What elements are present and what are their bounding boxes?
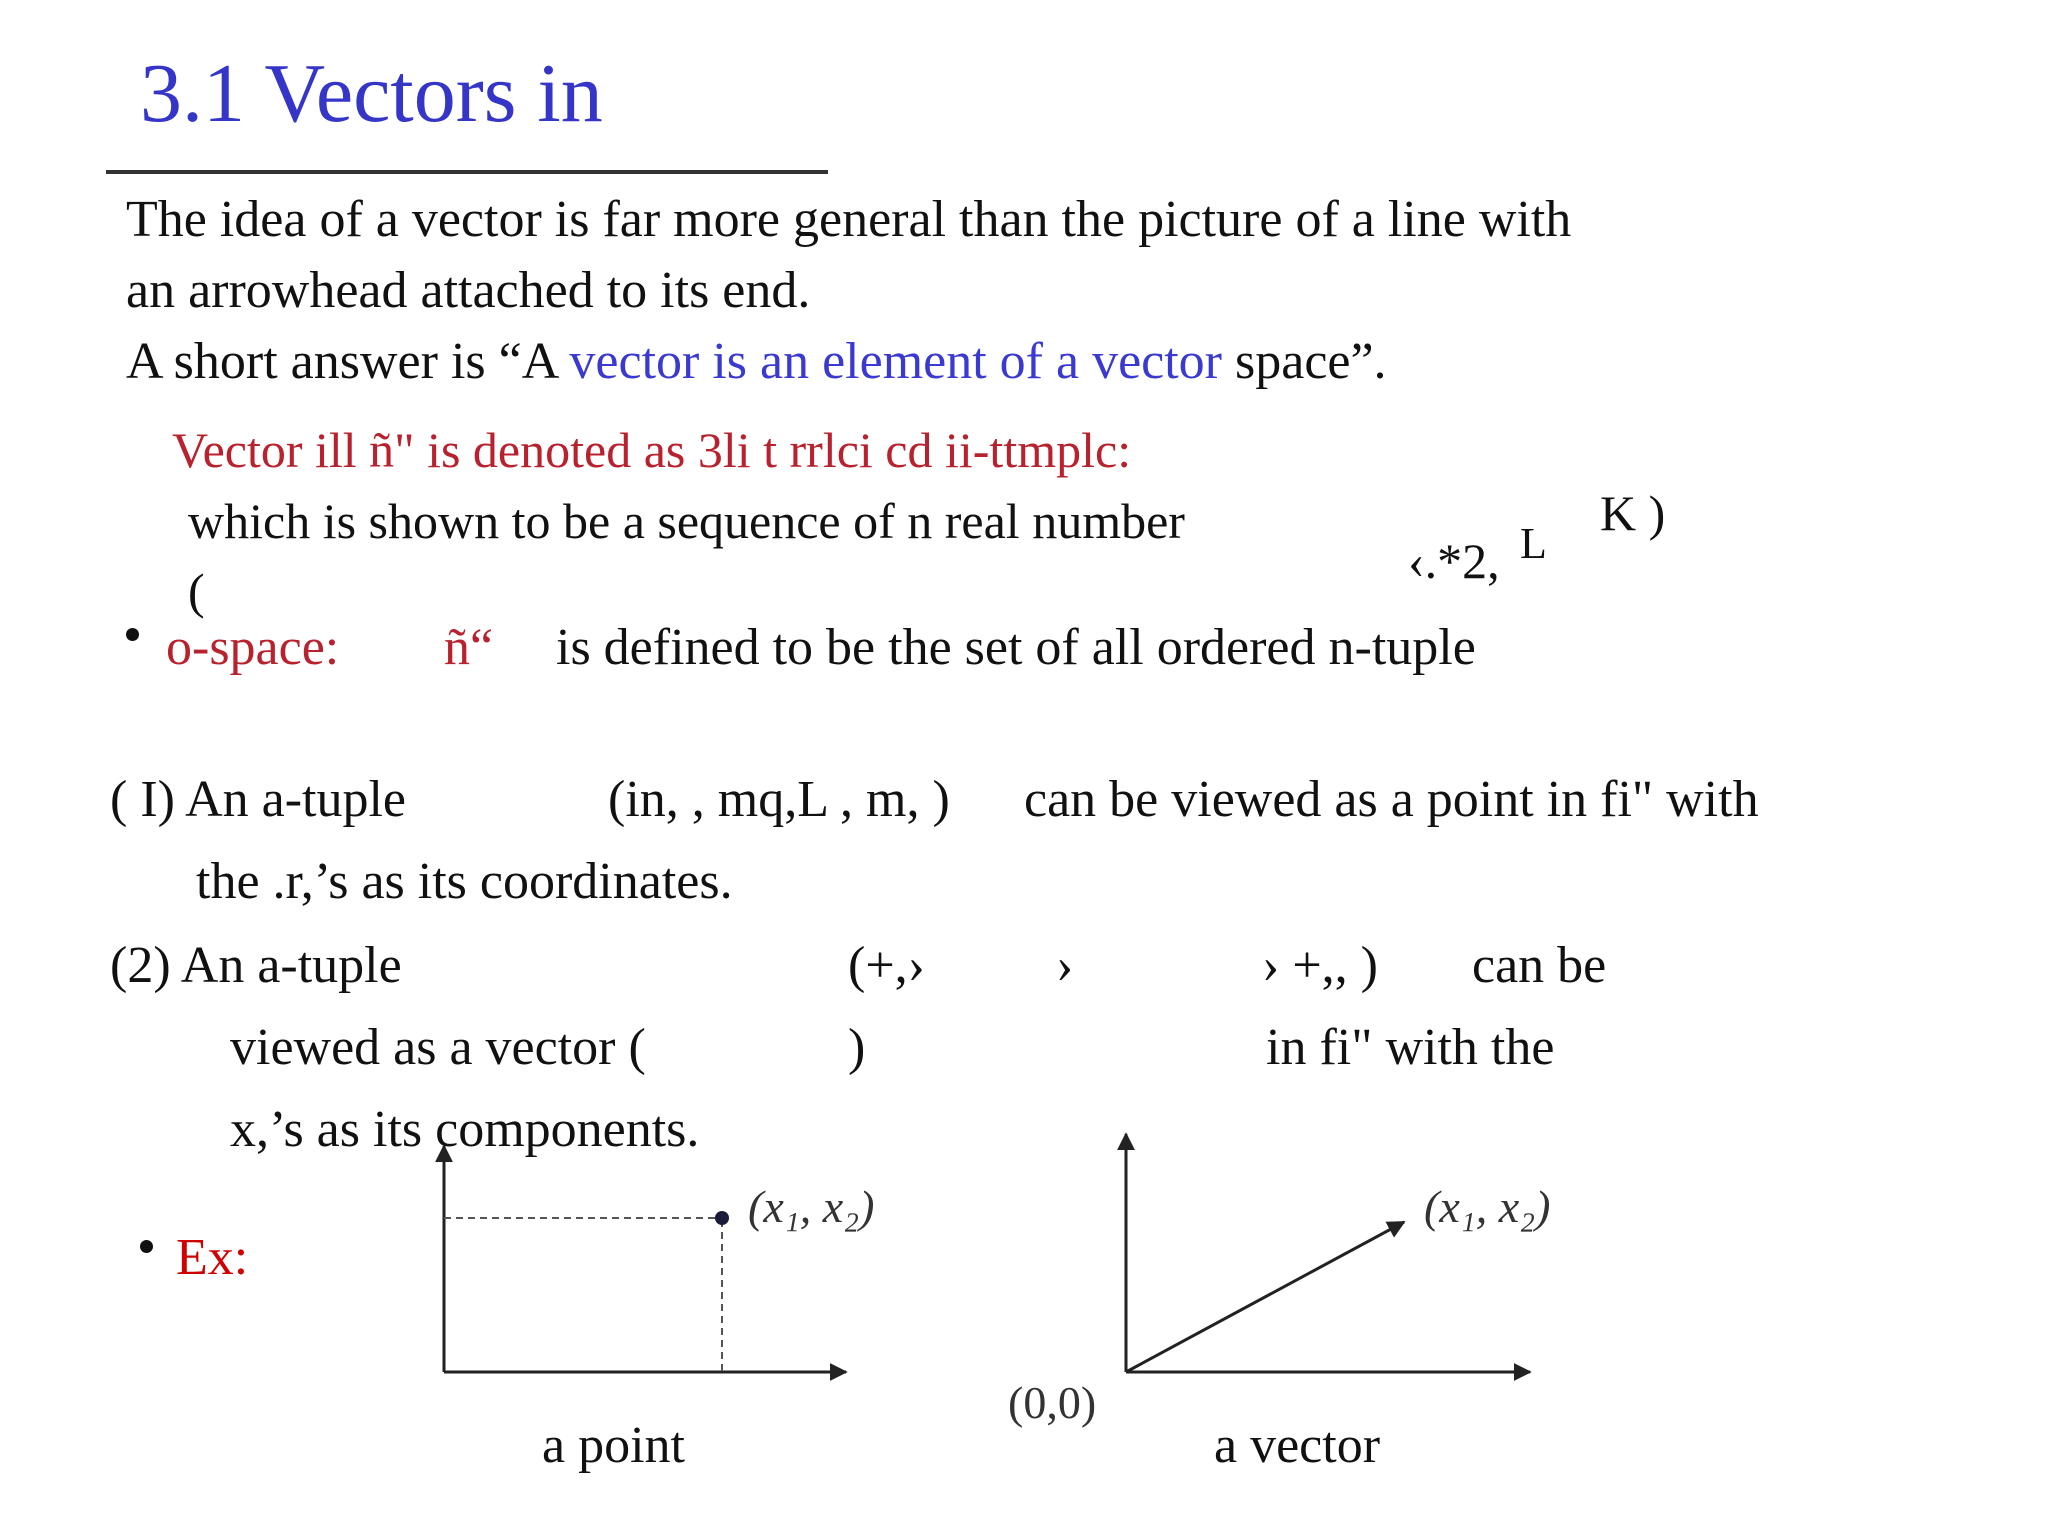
nspace-label: o-space: [166,619,340,676]
point-figure [444,1146,846,1372]
point-marker [715,1211,729,1225]
intro-highlight: vector is an element of a vector [569,333,1222,390]
vector-arrow [1126,1222,1404,1372]
definition-fragment-L: L [1520,519,1547,568]
item2-fragment-3: › +,, ) [1262,937,1378,994]
definition-paren: ( [188,563,205,619]
intro-line-1: The idea of a vector is far more general than the picture of a line with [126,191,1572,248]
definition-line-2: which is shown to be a sequence of n real number [188,493,1185,549]
item1-tuple: (in, , mq,L , m, ) [608,771,950,828]
example-label: Ex: [176,1229,249,1286]
vector-figure [1126,1134,1530,1372]
item2-fragment-1: (+,› [848,937,925,994]
intro-line-3-suffix: space”. [1222,333,1387,390]
intro-line-3-prefix: A short answer is “A [126,333,570,390]
point-coordinate-label: (x₁, x₂) [748,1181,875,1232]
item2-fragment-4: can be [1472,937,1607,994]
item1-line-2: the .r,’s as its coordinates. [196,853,733,910]
item2-line-2a: viewed as a vector ( [230,1019,646,1076]
vector-tip-label: (x₁, x₂) [1424,1181,1551,1232]
definition-line-1: Vector ill ñ" is denoted as 3li t rrlci cd ii-ttmplc: [172,422,1132,478]
intro-line-2: an arrowhead attached to its end. [126,262,811,319]
item2-prefix: (2) An a-tuple [110,937,402,994]
item2-line-2b: ) [848,1019,866,1076]
definition-fragment-dots: ‹.*2, [1408,533,1500,589]
vector-origin-label: (0,0) [1008,1377,1097,1428]
item1-prefix: ( I) An a-tuple [110,771,407,828]
point-caption: a point [542,1417,685,1474]
item2-line-2c: in fi" with the [1266,1019,1555,1076]
item1-rest: can be viewed as a point in fi" with [1024,771,1759,828]
vector-caption: a vector [1214,1417,1381,1474]
nspace-symbol: ñ“ [444,619,494,676]
slide-title: 3.1 Vectors in [140,47,603,140]
item2-fragment-2: › [1056,937,1074,994]
item2-line-3: x,’s as its components. [230,1101,700,1158]
definition-fragment-K: K ) [1600,485,1666,541]
nspace-text: is defined to be the set of all ordered n-tuple [556,619,1476,676]
